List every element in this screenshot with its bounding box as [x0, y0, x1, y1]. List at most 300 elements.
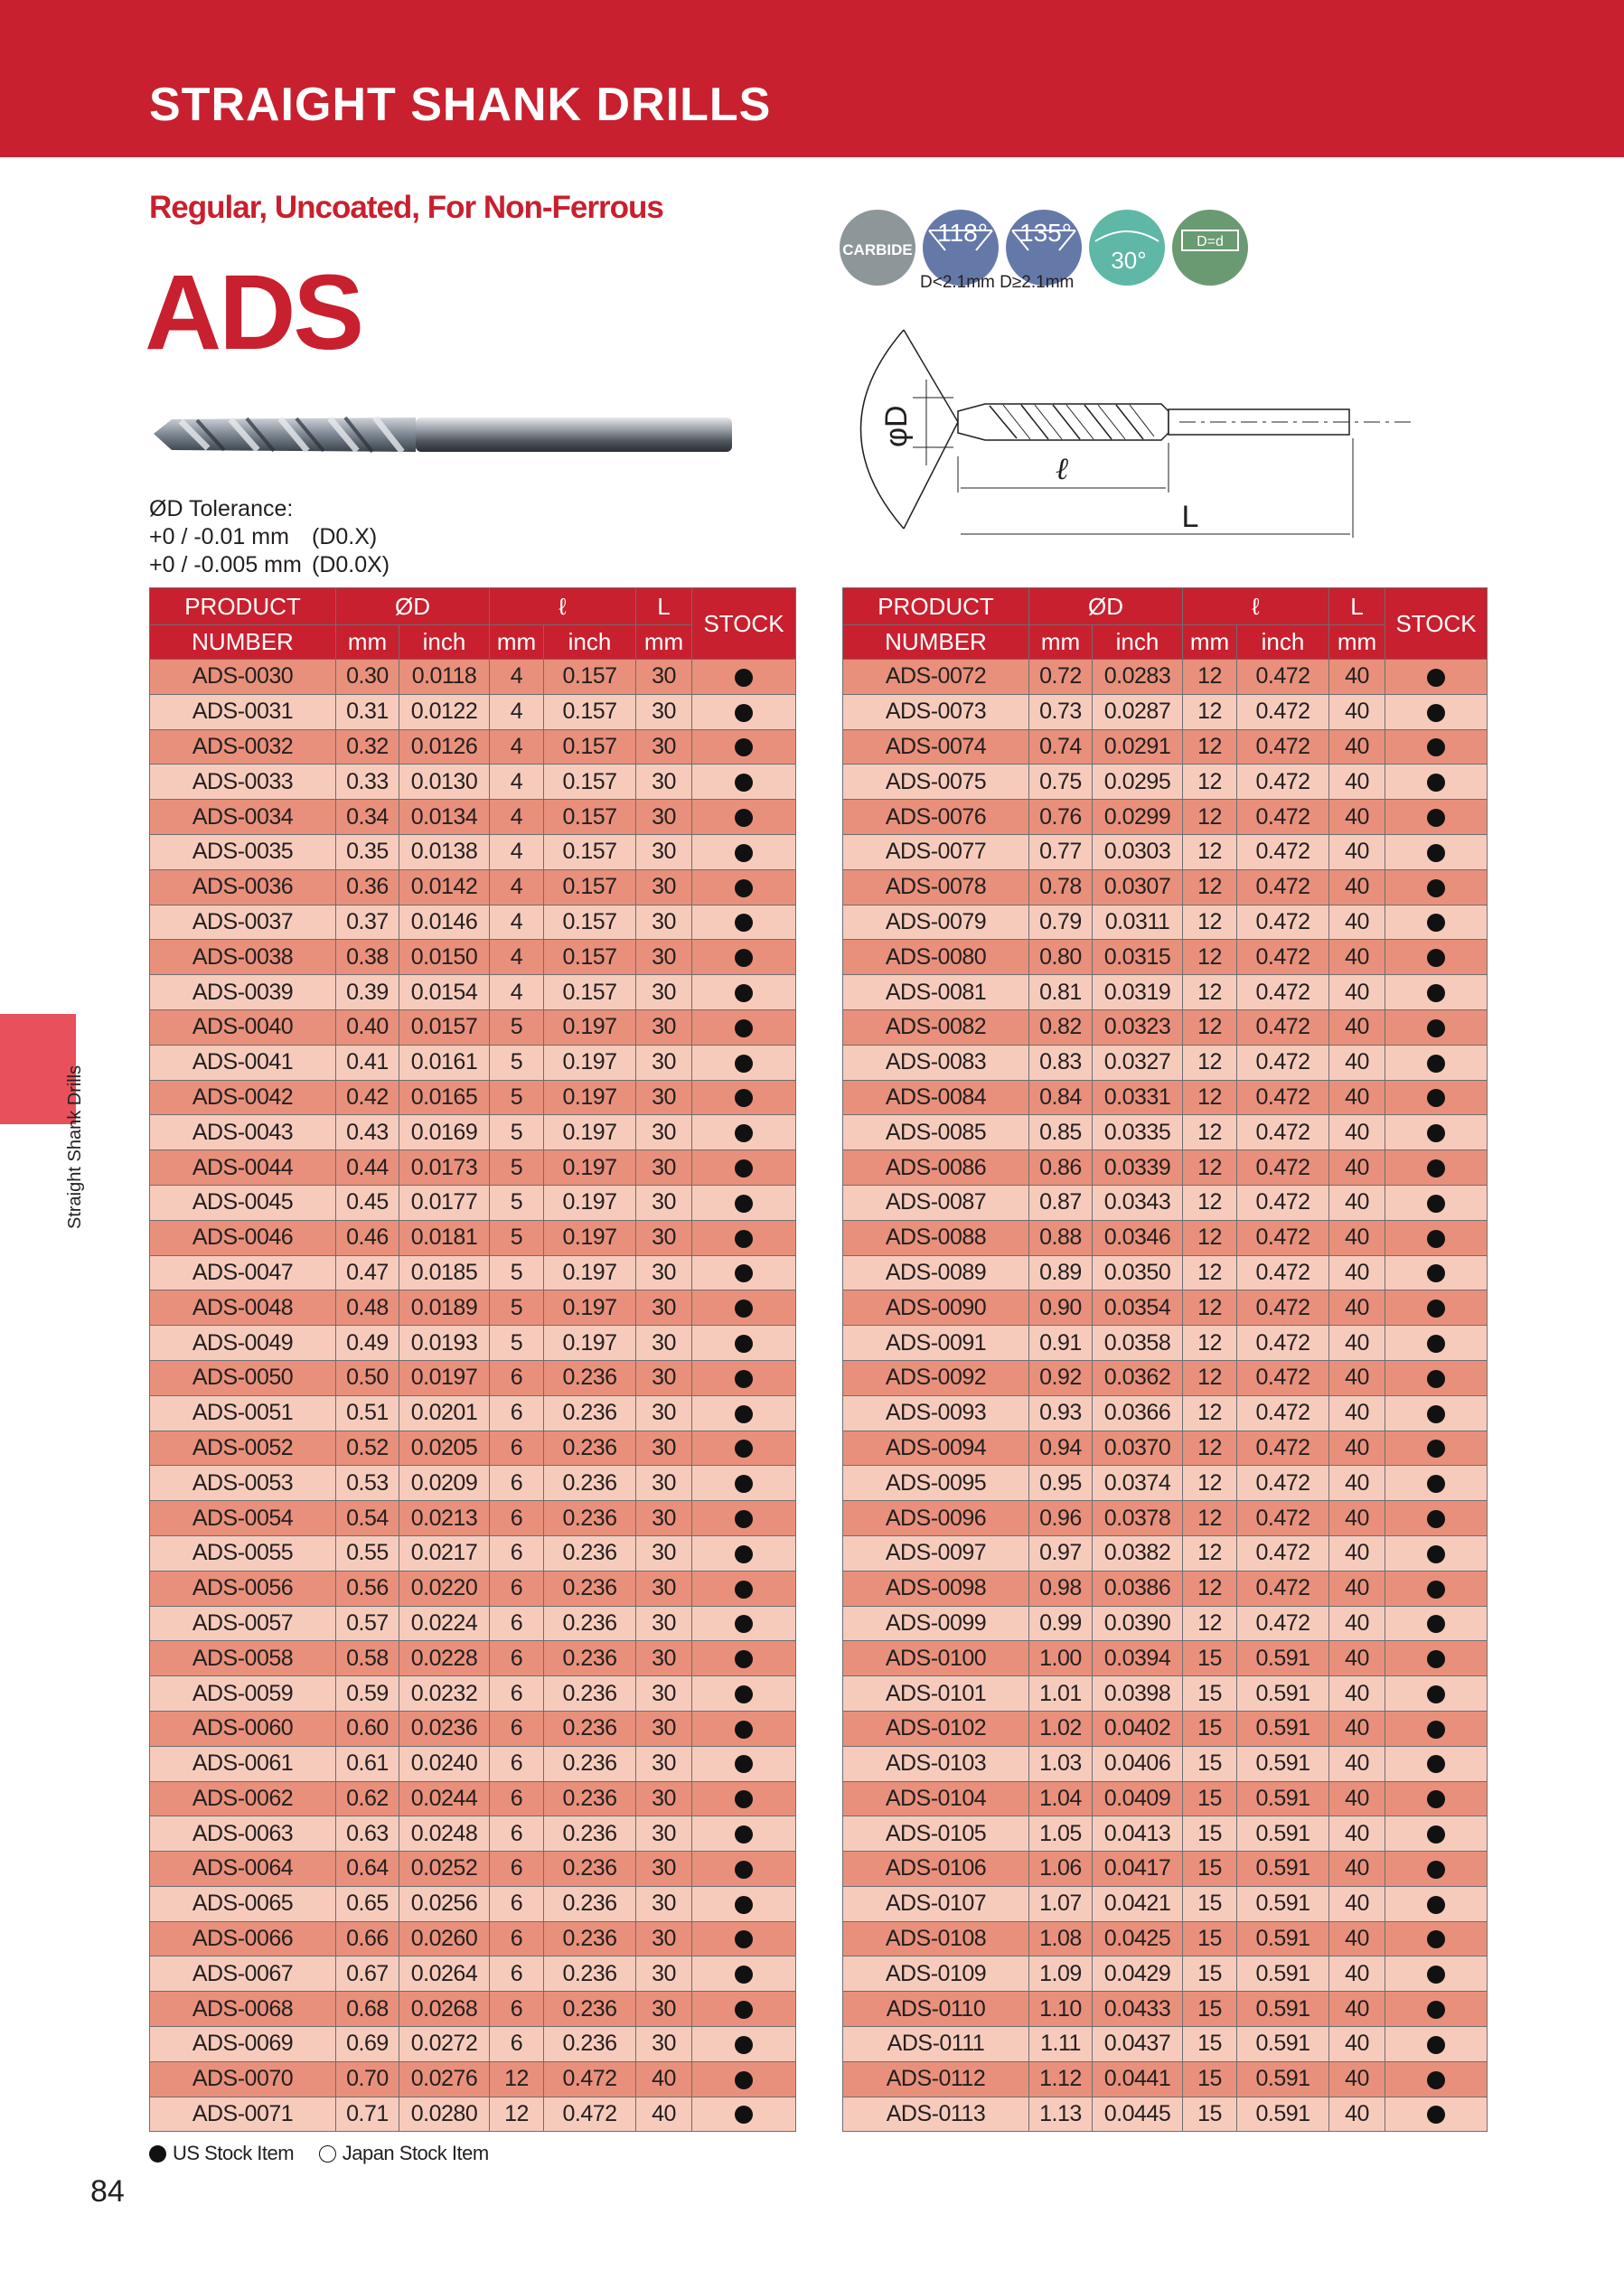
- cell-flute-inch: 0.236: [544, 2027, 636, 2062]
- table-row: [843, 765, 1488, 800]
- cell-product-number: ADS-0082: [843, 1009, 1029, 1045]
- table-row: [843, 1185, 1488, 1220]
- cell-od-inch: 0.0181: [399, 1220, 490, 1255]
- cell-od-mm: 0.32: [336, 729, 399, 765]
- cell-flute-inch: 0.472: [1237, 800, 1329, 835]
- cell-od-inch: 0.0378: [1093, 1501, 1183, 1536]
- cell-stock: [1385, 1431, 1488, 1466]
- cell-od-inch: 0.0224: [399, 1606, 490, 1641]
- cell-flute-inch: 0.591: [1237, 1886, 1329, 1921]
- cell-flute-mm: 12: [1183, 1501, 1237, 1536]
- us-stock-dot-icon: [735, 1685, 753, 1703]
- cell-od-mm: 0.46: [336, 1220, 399, 1255]
- cell-product-number: ADS-0085: [843, 1115, 1029, 1150]
- cell-od-mm: 1.12: [1029, 2061, 1093, 2097]
- cell-od-inch: 0.0252: [399, 1852, 490, 1887]
- table-row: [843, 1150, 1488, 1186]
- cell-od-inch: 0.0370: [1093, 1431, 1183, 1466]
- table-row: [843, 1921, 1488, 1956]
- cell-stock: [692, 2061, 796, 2097]
- cell-od-inch: 0.0205: [399, 1431, 490, 1466]
- table-row: [150, 1009, 796, 1045]
- cell-length-mm: 30: [636, 1150, 692, 1186]
- cell-od-mm: 0.89: [1029, 1255, 1093, 1290]
- cell-od-inch: 0.0154: [399, 975, 490, 1010]
- cell-flute-inch: 0.236: [544, 1852, 636, 1887]
- cell-flute-mm: 12: [1183, 1360, 1237, 1395]
- table-row: [843, 1045, 1488, 1080]
- cell-product-number: ADS-0042: [150, 1080, 336, 1115]
- cell-od-inch: 0.0390: [1093, 1606, 1183, 1641]
- cell-flute-mm: 6: [490, 1676, 544, 1712]
- cell-length-mm: 40: [1329, 1852, 1385, 1887]
- cell-stock: [1385, 1676, 1488, 1712]
- table-row: [843, 1501, 1488, 1536]
- cell-od-mm: 0.53: [336, 1466, 399, 1501]
- table-row: [150, 2027, 796, 2062]
- cell-flute-inch: 0.157: [544, 660, 636, 695]
- cell-od-inch: 0.0331: [1093, 1080, 1183, 1115]
- cell-od-inch: 0.0118: [399, 660, 490, 695]
- cell-flute-inch: 0.236: [544, 1886, 636, 1921]
- cell-flute-mm: 6: [490, 1921, 544, 1956]
- cell-flute-mm: 12: [1183, 1395, 1237, 1431]
- cell-flute-inch: 0.236: [544, 1816, 636, 1852]
- cell-flute-inch: 0.472: [1237, 660, 1329, 695]
- header-number: NUMBER: [150, 625, 336, 660]
- cell-od-inch: 0.0193: [399, 1326, 490, 1361]
- cell-stock: [1385, 2097, 1488, 2132]
- cell-od-inch: 0.0232: [399, 1676, 490, 1712]
- table-row: [150, 1641, 796, 1676]
- cell-stock: [692, 765, 796, 800]
- cell-stock: [1385, 765, 1488, 800]
- us-stock-dot-icon: [1427, 1930, 1445, 1948]
- cell-flute-inch: 0.472: [1237, 765, 1329, 800]
- cell-stock: [1385, 1606, 1488, 1641]
- table-row: [150, 694, 796, 729]
- cell-length-mm: 40: [1329, 1571, 1385, 1606]
- cell-stock: [1385, 1220, 1488, 1255]
- cell-length-mm: 40: [1329, 1466, 1385, 1501]
- cell-flute-mm: 6: [490, 1395, 544, 1431]
- us-stock-dot-icon: [735, 774, 753, 792]
- cell-product-number: ADS-0040: [150, 1009, 336, 1045]
- table-row: [843, 1992, 1488, 2027]
- overall-length-label: L: [1181, 500, 1199, 534]
- helix-label: 30°: [1111, 247, 1147, 274]
- cell-product-number: ADS-0103: [843, 1746, 1029, 1781]
- cell-od-mm: 0.95: [1029, 1466, 1093, 1501]
- us-stock-dot-icon: [1427, 1335, 1445, 1353]
- table-row: [843, 905, 1488, 940]
- cell-flute-inch: 0.236: [544, 1676, 636, 1712]
- us-stock-dot-icon: [735, 879, 753, 897]
- cell-flute-mm: 4: [490, 834, 544, 869]
- cell-flute-mm: 4: [490, 800, 544, 835]
- us-stock-dot-icon: [1427, 2001, 1445, 2019]
- header-od-mm: mm: [336, 625, 399, 660]
- cell-flute-mm: 4: [490, 765, 544, 800]
- cell-flute-inch: 0.472: [544, 2061, 636, 2097]
- cell-product-number: ADS-0037: [150, 905, 336, 940]
- table-row: [843, 1326, 1488, 1361]
- cell-od-mm: 0.56: [336, 1571, 399, 1606]
- cell-od-inch: 0.0319: [1093, 975, 1183, 1010]
- cell-flute-inch: 0.236: [544, 1641, 636, 1676]
- table-row: [150, 765, 796, 800]
- table-row: [150, 1781, 796, 1816]
- header-stock: STOCK: [1385, 588, 1488, 660]
- cell-length-mm: 40: [1329, 2061, 1385, 2097]
- cell-product-number: ADS-0110: [843, 1992, 1029, 2027]
- cell-flute-mm: 6: [490, 1956, 544, 1992]
- table-row: [843, 1290, 1488, 1326]
- cell-flute-mm: 6: [490, 1431, 544, 1466]
- cell-od-mm: 0.87: [1029, 1185, 1093, 1220]
- cell-od-inch: 0.0244: [399, 1781, 490, 1816]
- cell-flute-mm: 6: [490, 1852, 544, 1887]
- cell-flute-inch: 0.197: [544, 1185, 636, 1220]
- cell-stock: [692, 1431, 796, 1466]
- cell-product-number: ADS-0066: [150, 1921, 336, 1956]
- cell-length-mm: 40: [1329, 765, 1385, 800]
- cell-stock: [1385, 1992, 1488, 2027]
- table-row: [150, 1466, 796, 1501]
- cell-product-number: ADS-0106: [843, 1852, 1029, 1887]
- cell-flute-inch: 0.591: [1237, 2027, 1329, 2062]
- cell-stock: [692, 1992, 796, 2027]
- cell-product-number: ADS-0064: [150, 1852, 336, 1887]
- cell-product-number: ADS-0054: [150, 1501, 336, 1536]
- cell-flute-mm: 6: [490, 1711, 544, 1746]
- cell-length-mm: 40: [1329, 1781, 1385, 1816]
- cell-flute-mm: 12: [1183, 1606, 1237, 1641]
- table-row: [843, 2061, 1488, 2097]
- cell-length-mm: 30: [636, 1711, 692, 1746]
- cell-product-number: ADS-0113: [843, 2097, 1029, 2132]
- cell-flute-inch: 0.472: [1237, 1466, 1329, 1501]
- cell-od-mm: 1.03: [1029, 1746, 1093, 1781]
- cell-product-number: ADS-0057: [150, 1606, 336, 1641]
- cell-flute-inch: 0.236: [544, 1956, 636, 1992]
- cell-length-mm: 30: [636, 1326, 692, 1361]
- cell-flute-inch: 0.472: [1237, 1395, 1329, 1431]
- cell-length-mm: 40: [1329, 1045, 1385, 1080]
- cell-od-mm: 0.31: [336, 694, 399, 729]
- cell-product-number: ADS-0104: [843, 1781, 1029, 1816]
- cell-flute-mm: 12: [1183, 975, 1237, 1010]
- cell-stock: [692, 1220, 796, 1255]
- cell-product-number: ADS-0038: [150, 940, 336, 975]
- cell-stock: [1385, 1185, 1488, 1220]
- cell-stock: [1385, 1326, 1488, 1361]
- cell-od-mm: 1.02: [1029, 1711, 1093, 1746]
- cell-flute-mm: 6: [490, 1606, 544, 1641]
- cell-od-inch: 0.0307: [1093, 869, 1183, 905]
- cell-stock: [692, 1816, 796, 1852]
- us-stock-dot-icon: [735, 1755, 753, 1773]
- cell-flute-mm: 5: [490, 1255, 544, 1290]
- cell-stock: [692, 1326, 796, 1361]
- cell-product-number: ADS-0069: [150, 2027, 336, 2062]
- cell-product-number: ADS-0050: [150, 1360, 336, 1395]
- cell-product-number: ADS-0068: [150, 1992, 336, 2027]
- header-length-mm: mm: [1329, 625, 1385, 660]
- table-row: [843, 1395, 1488, 1431]
- cell-flute-inch: 0.197: [544, 1150, 636, 1186]
- table-row: [843, 1711, 1488, 1746]
- cell-stock: [1385, 1501, 1488, 1536]
- table-row: [150, 1290, 796, 1326]
- us-stock-dot-icon: [1427, 1019, 1445, 1037]
- cell-length-mm: 40: [1329, 1676, 1385, 1712]
- cell-stock: [1385, 869, 1488, 905]
- table-row: [150, 1921, 796, 1956]
- cell-product-number: ADS-0081: [843, 975, 1029, 1010]
- cell-flute-inch: 0.236: [544, 1360, 636, 1395]
- cell-od-inch: 0.0429: [1093, 1956, 1183, 1992]
- cell-od-mm: 0.36: [336, 869, 399, 905]
- cell-od-inch: 0.0189: [399, 1290, 490, 1326]
- cell-stock: [1385, 1395, 1488, 1431]
- cell-stock: [692, 1571, 796, 1606]
- cell-flute-mm: 12: [1183, 869, 1237, 905]
- table-row: [843, 1009, 1488, 1045]
- cell-flute-mm: 12: [1183, 1535, 1237, 1571]
- us-stock-dot-icon: [1427, 914, 1445, 932]
- cell-length-mm: 30: [636, 1852, 692, 1887]
- us-stock-dot-icon: [1427, 1055, 1445, 1073]
- table-row: [843, 2097, 1488, 2132]
- cell-length-mm: 40: [1329, 1009, 1385, 1045]
- cell-stock: [1385, 1535, 1488, 1571]
- cell-od-inch: 0.0260: [399, 1921, 490, 1956]
- cell-od-mm: 1.10: [1029, 1992, 1093, 2027]
- cell-od-mm: 0.61: [336, 1746, 399, 1781]
- cell-stock: [1385, 1816, 1488, 1852]
- cell-od-inch: 0.0358: [1093, 1326, 1183, 1361]
- cell-length-mm: 40: [1329, 1185, 1385, 1220]
- cell-flute-mm: 12: [1183, 1431, 1237, 1466]
- cell-od-mm: 0.51: [336, 1395, 399, 1431]
- cell-od-mm: 0.37: [336, 905, 399, 940]
- cell-product-number: ADS-0101: [843, 1676, 1029, 1712]
- cell-flute-inch: 0.472: [1237, 1290, 1329, 1326]
- cell-product-number: ADS-0088: [843, 1220, 1029, 1255]
- cell-flute-inch: 0.236: [544, 1571, 636, 1606]
- cell-od-inch: 0.0185: [399, 1255, 490, 1290]
- cell-stock: [692, 1535, 796, 1571]
- tolerance-code-1: (D0.X): [312, 524, 378, 549]
- cell-od-inch: 0.0303: [1093, 834, 1183, 869]
- cell-stock: [692, 2097, 796, 2132]
- us-stock-dot-icon: [735, 1124, 753, 1142]
- cell-od-inch: 0.0165: [399, 1080, 490, 1115]
- table-row: [843, 1466, 1488, 1501]
- us-stock-dot-icon: [735, 1264, 753, 1282]
- cell-od-inch: 0.0150: [399, 940, 490, 975]
- cell-product-number: ADS-0033: [150, 765, 336, 800]
- us-stock-dot-icon: [735, 844, 753, 862]
- table-row: [150, 834, 796, 869]
- cell-od-mm: 0.30: [336, 660, 399, 695]
- cell-product-number: ADS-0072: [843, 660, 1029, 695]
- us-stock-dot-icon: [735, 1440, 753, 1458]
- cell-od-inch: 0.0441: [1093, 2061, 1183, 2097]
- us-stock-dot-icon: [1427, 1685, 1445, 1703]
- cell-od-inch: 0.0201: [399, 1395, 490, 1431]
- cell-od-inch: 0.0213: [399, 1501, 490, 1536]
- cell-flute-inch: 0.157: [544, 800, 636, 835]
- header-flute-inch: inch: [1237, 625, 1329, 660]
- table-row: [843, 729, 1488, 765]
- cell-flute-mm: 5: [490, 1150, 544, 1186]
- cell-length-mm: 30: [636, 1501, 692, 1536]
- cell-product-number: ADS-0093: [843, 1395, 1029, 1431]
- table-row: [150, 1080, 796, 1115]
- cell-product-number: ADS-0051: [150, 1395, 336, 1431]
- table-row: [843, 1746, 1488, 1781]
- cell-od-mm: 0.42: [336, 1080, 399, 1115]
- cell-product-number: ADS-0055: [150, 1535, 336, 1571]
- cell-od-mm: 0.92: [1029, 1360, 1093, 1395]
- cell-flute-mm: 12: [1183, 729, 1237, 765]
- us-stock-dot-icon: [735, 1300, 753, 1318]
- cell-stock: [1385, 1045, 1488, 1080]
- cell-flute-inch: 0.591: [1237, 1816, 1329, 1852]
- table-row: [843, 1816, 1488, 1852]
- cell-length-mm: 30: [636, 1009, 692, 1045]
- tolerance-value-1: +0 / -0.01 mm: [149, 524, 289, 549]
- cell-flute-mm: 6: [490, 1886, 544, 1921]
- cell-flute-inch: 0.472: [1237, 1535, 1329, 1571]
- cell-flute-inch: 0.472: [1237, 1360, 1329, 1395]
- us-stock-dot-icon: [1427, 669, 1445, 687]
- cell-od-mm: 0.80: [1029, 940, 1093, 975]
- cell-flute-inch: 0.591: [1237, 1711, 1329, 1746]
- cell-od-mm: 0.78: [1029, 869, 1093, 905]
- us-stock-dot-icon: [735, 1861, 753, 1879]
- table-row: [843, 1676, 1488, 1712]
- cell-flute-inch: 0.472: [1237, 1431, 1329, 1466]
- cell-od-inch: 0.0417: [1093, 1852, 1183, 1887]
- cell-length-mm: 40: [636, 2097, 692, 2132]
- cell-stock: [692, 1606, 796, 1641]
- cell-flute-inch: 0.157: [544, 975, 636, 1010]
- cell-od-mm: 0.85: [1029, 1115, 1093, 1150]
- us-stock-dot-icon: [1427, 1510, 1445, 1528]
- cell-length-mm: 40: [1329, 729, 1385, 765]
- table-row: [150, 2097, 796, 2132]
- table-row: [843, 1431, 1488, 1466]
- cell-flute-mm: 5: [490, 1290, 544, 1326]
- cell-flute-inch: 0.472: [1237, 1606, 1329, 1641]
- cell-flute-mm: 12: [1183, 765, 1237, 800]
- cell-product-number: ADS-0067: [150, 1956, 336, 1992]
- cell-flute-inch: 0.591: [1237, 2097, 1329, 2132]
- cell-flute-inch: 0.472: [1237, 1326, 1329, 1361]
- table-row: [843, 1535, 1488, 1571]
- cell-flute-mm: 6: [490, 1571, 544, 1606]
- cell-length-mm: 30: [636, 1746, 692, 1781]
- cell-length-mm: 40: [1329, 1886, 1385, 1921]
- cell-od-inch: 0.0366: [1093, 1395, 1183, 1431]
- cell-od-inch: 0.0402: [1093, 1711, 1183, 1746]
- cell-flute-mm: 6: [490, 1781, 544, 1816]
- cell-flute-mm: 15: [1183, 1676, 1237, 1712]
- cell-stock: [692, 1746, 796, 1781]
- us-stock-dot-icon: [1427, 1124, 1445, 1142]
- cell-stock: [692, 1781, 796, 1816]
- cell-stock: [692, 1150, 796, 1186]
- cell-flute-inch: 0.591: [1237, 1852, 1329, 1887]
- cell-stock: [1385, 694, 1488, 729]
- cell-od-inch: 0.0236: [399, 1711, 490, 1746]
- cell-stock: [692, 869, 796, 905]
- header-od: ØD: [336, 588, 490, 625]
- cell-product-number: ADS-0036: [150, 869, 336, 905]
- table-row: [150, 1150, 796, 1186]
- cell-od-inch: 0.0413: [1093, 1816, 1183, 1852]
- header-number: NUMBER: [843, 625, 1029, 660]
- us-stock-dot-icon: [1427, 1089, 1445, 1107]
- cell-flute-inch: 0.472: [1237, 1009, 1329, 1045]
- cell-length-mm: 30: [636, 1781, 692, 1816]
- cell-od-inch: 0.0421: [1093, 1886, 1183, 1921]
- cell-product-number: ADS-0062: [150, 1781, 336, 1816]
- cell-length-mm: 30: [636, 1992, 692, 2027]
- cell-flute-inch: 0.472: [1237, 869, 1329, 905]
- cell-product-number: ADS-0107: [843, 1886, 1029, 1921]
- cell-product-number: ADS-0091: [843, 1326, 1029, 1361]
- us-stock-dot-icon: [735, 738, 753, 756]
- cell-od-inch: 0.0240: [399, 1746, 490, 1781]
- cell-od-mm: 0.76: [1029, 800, 1093, 835]
- tolerance-note: [149, 495, 390, 579]
- cell-product-number: ADS-0092: [843, 1360, 1029, 1395]
- us-stock-dot-icon: [1427, 1896, 1445, 1914]
- cell-stock: [692, 1921, 796, 1956]
- cell-od-mm: 0.57: [336, 1606, 399, 1641]
- cell-od-mm: 0.88: [1029, 1220, 1093, 1255]
- cell-od-inch: 0.0173: [399, 1150, 490, 1186]
- cell-od-inch: 0.0291: [1093, 729, 1183, 765]
- cell-stock: [1385, 1956, 1488, 1992]
- cell-length-mm: 40: [1329, 1326, 1385, 1361]
- table-row: [150, 1255, 796, 1290]
- cell-flute-mm: 4: [490, 905, 544, 940]
- cell-od-inch: 0.0339: [1093, 1150, 1183, 1186]
- cell-product-number: ADS-0098: [843, 1571, 1029, 1606]
- flute-length-label: ℓ: [1055, 453, 1069, 486]
- cell-flute-inch: 0.236: [544, 1746, 636, 1781]
- table-row: [150, 729, 796, 765]
- cell-od-mm: 0.97: [1029, 1535, 1093, 1571]
- cell-od-mm: 0.49: [336, 1326, 399, 1361]
- cell-flute-mm: 15: [1183, 2027, 1237, 2062]
- angle-118-label: 118°: [937, 219, 988, 247]
- cell-length-mm: 40: [1329, 905, 1385, 940]
- cell-od-mm: 1.00: [1029, 1641, 1093, 1676]
- header-length: L: [636, 588, 692, 625]
- us-stock-dot-icon: [735, 1896, 753, 1914]
- header-flute-mm: mm: [490, 625, 544, 660]
- us-stock-dot-icon: [735, 2071, 753, 2089]
- page-number: 84: [90, 2174, 125, 2209]
- angle-135-label: 135°: [1019, 219, 1072, 247]
- cell-flute-inch: 0.591: [1237, 1781, 1329, 1816]
